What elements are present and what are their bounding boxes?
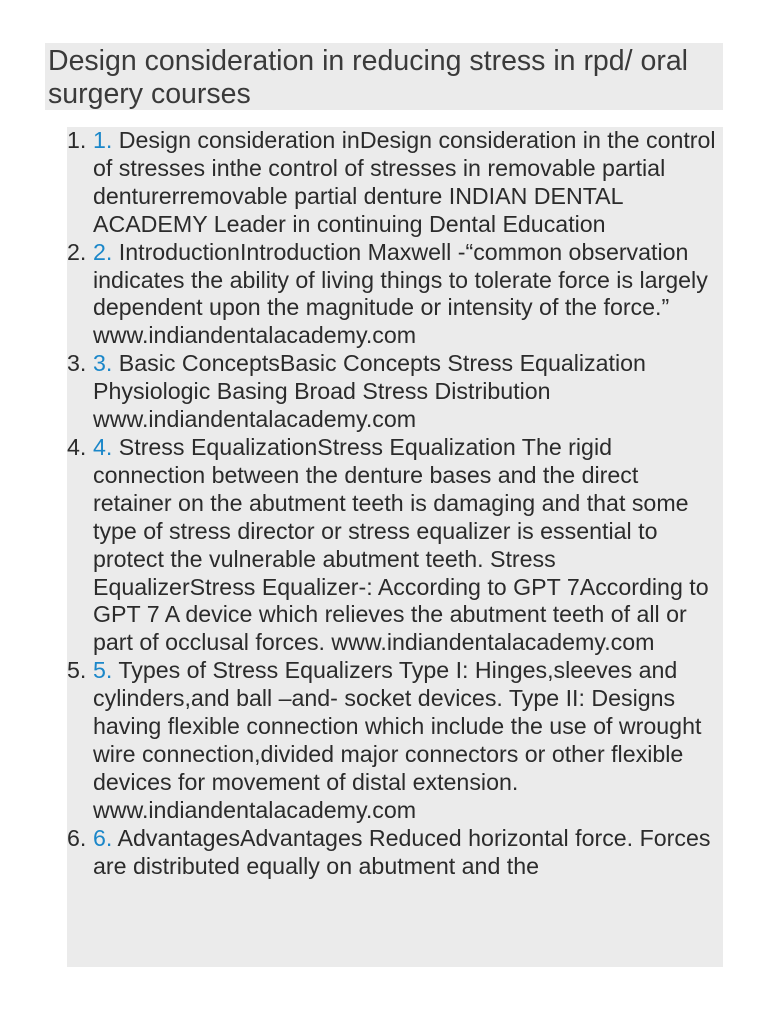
- list-item: [67, 239, 723, 351]
- item-text: Basic ConceptsBasic Concepts Stress Equalization Physiologic Basing Broad Stress Distribution www.indiandentalacademy.com: [93, 350, 646, 433]
- slide-link[interactable]: 5.: [93, 657, 113, 684]
- item-text: Design consideration inDesign consideration in the control of stresses inthe control of stresses in removable partial denturerremovable partial denture INDIAN DENTAL ACADEMY Leader in continuing Dental Education: [93, 127, 716, 237]
- item-number: 4.: [67, 433, 87, 460]
- item-number: 5.: [67, 657, 87, 684]
- item-number: 1.: [67, 127, 87, 153]
- item-number: 2.: [67, 238, 87, 265]
- slide-link[interactable]: 2.: [93, 238, 113, 265]
- item-text: IntroductionIntroduction Maxwell -“common observation indicates the ability of living things to tolerate force is largely dependent upon the magnitude or intensity of the force.” www.indiandentalacademy.com: [93, 238, 708, 349]
- title-box: [45, 43, 723, 110]
- item-number: 3.: [67, 350, 87, 377]
- page-title: Design consideration in reducing stress in rpd/ oral surgery courses: [48, 45, 688, 110]
- item-text: AdvantagesAdvantages Reduced horizontal force. Forces are distributed equally on abutment and the: [93, 824, 711, 879]
- list-item: [67, 127, 723, 239]
- list-item: [67, 350, 723, 434]
- item-text: Stress EqualizationStress Equalization The rigid connection between the denture bases and the direct retainer on the abutment teeth is damaging and that some type of stress director or stress equalizer is essential to protect the vulnerable abutment teeth. Stress EqualizerStress Equalizer-: According to GPT 7According to GPT 7 A device which relieves the abutment teeth of all or part of occlusal forces. www.indiandentalacademy.com: [93, 433, 709, 656]
- slide-link[interactable]: 6.: [93, 824, 113, 851]
- list-item: [67, 434, 723, 657]
- item-number: 6.: [67, 824, 87, 851]
- slide-link[interactable]: 1.: [93, 127, 113, 153]
- list-item: [67, 825, 723, 881]
- slide-link[interactable]: 3.: [93, 350, 113, 377]
- content-box: [67, 127, 723, 967]
- slide-list: [67, 127, 723, 880]
- list-item: [67, 657, 723, 824]
- slide-link[interactable]: 4.: [93, 433, 113, 460]
- item-text: Types of Stress Equalizers Type I: Hinges,sleeves and cylinders,and ball –and- socket devices. Type II: Designs having flexible connection which include the use of wrought wire connection,divided major connectors or other flexible devices for movement of distal extension. www.indiandentalacademy.com: [93, 657, 702, 823]
